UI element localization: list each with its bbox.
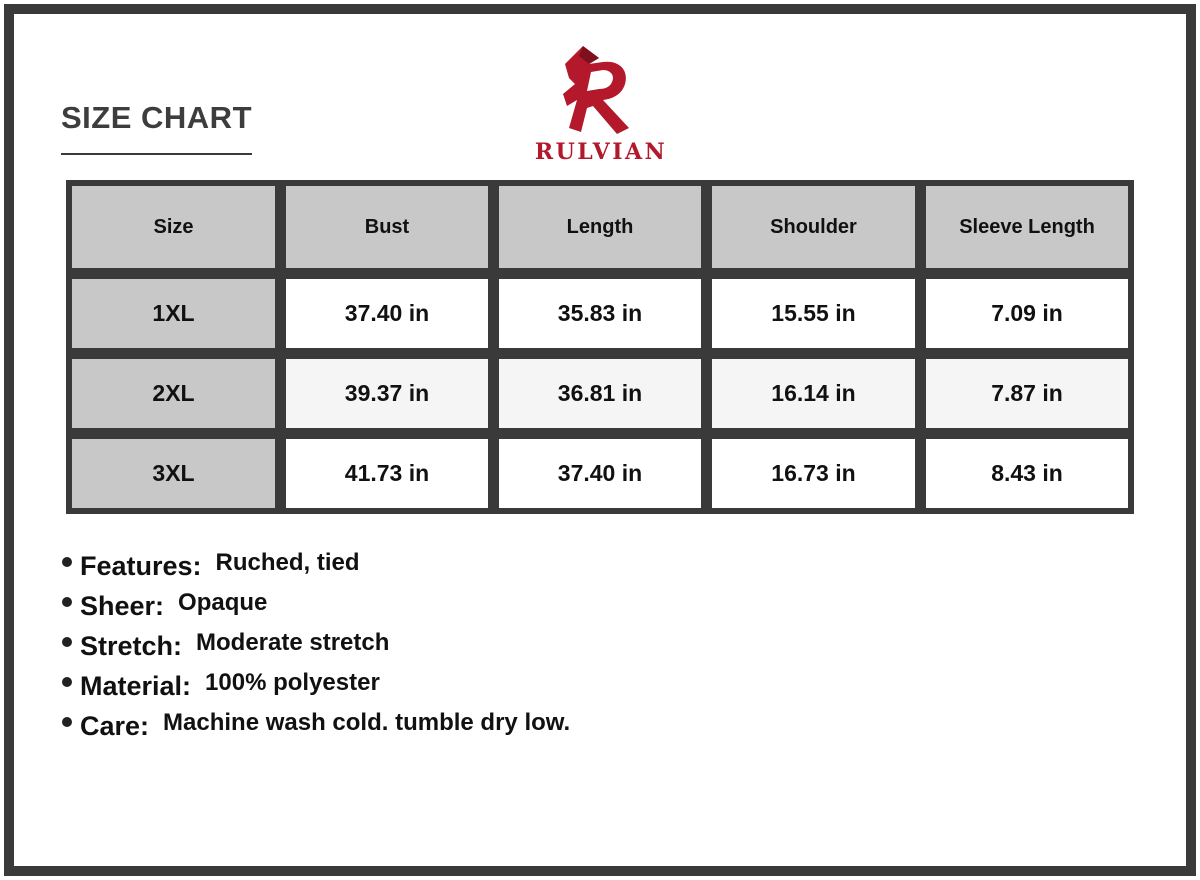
feature-list <box>58 544 570 744</box>
feature-value: Moderate stretch <box>196 629 390 656</box>
rulvian-r-logo-icon <box>559 44 643 136</box>
measurement-cell: 16.73 in <box>712 439 915 508</box>
feature-label: Material: <box>80 670 192 701</box>
feature-value: Ruched, tied <box>215 549 360 576</box>
measurement-cell: 36.81 in <box>499 359 701 428</box>
feature-item <box>58 704 570 744</box>
measurement-cell: 16.14 in <box>712 359 915 428</box>
measurement-cell: 39.37 in <box>286 359 488 428</box>
bullet-icon <box>62 677 72 687</box>
brand-name: RULVIAN <box>534 139 668 165</box>
brand-logo <box>521 44 681 164</box>
feature-label: Sheer: <box>80 590 165 621</box>
bullet-icon <box>62 557 72 567</box>
page-title: SIZE CHART <box>61 100 252 135</box>
feature-item <box>58 664 570 704</box>
size-label-cell: 1XL <box>72 279 275 348</box>
bullet-icon <box>62 597 72 607</box>
header-size: Size <box>72 186 275 268</box>
measurement-cell: 37.40 in <box>286 279 488 348</box>
measurement-cell: 7.09 in <box>926 279 1128 348</box>
bullet-icon <box>62 717 72 727</box>
measurement-cell: 37.40 in <box>499 439 701 508</box>
size-label-cell: 2XL <box>72 359 275 428</box>
size-label-cell: 3XL <box>72 439 275 508</box>
feature-label: Features: <box>80 550 202 581</box>
measurement-cell: 15.55 in <box>712 279 915 348</box>
header-sleeve-length: Sleeve Length <box>926 186 1128 268</box>
feature-value: 100% polyester <box>205 669 380 696</box>
measurement-cell: 8.43 in <box>926 439 1128 508</box>
header-length: Length <box>499 186 701 268</box>
feature-item <box>58 544 570 584</box>
feature-item <box>58 624 570 664</box>
feature-value: Machine wash cold. tumble dry low. <box>163 709 571 736</box>
measurement-cell: 35.83 in <box>499 279 701 348</box>
title-underline <box>61 153 252 155</box>
size-table <box>66 180 1134 514</box>
measurement-cell: 41.73 in <box>286 439 488 508</box>
feature-label: Stretch: <box>80 630 183 661</box>
header-bust: Bust <box>286 186 488 268</box>
feature-item <box>58 584 570 624</box>
feature-label: Care: <box>80 710 150 741</box>
bullet-icon <box>62 637 72 647</box>
feature-value: Opaque <box>178 589 268 616</box>
measurement-cell: 7.87 in <box>926 359 1128 428</box>
header-shoulder: Shoulder <box>712 186 915 268</box>
